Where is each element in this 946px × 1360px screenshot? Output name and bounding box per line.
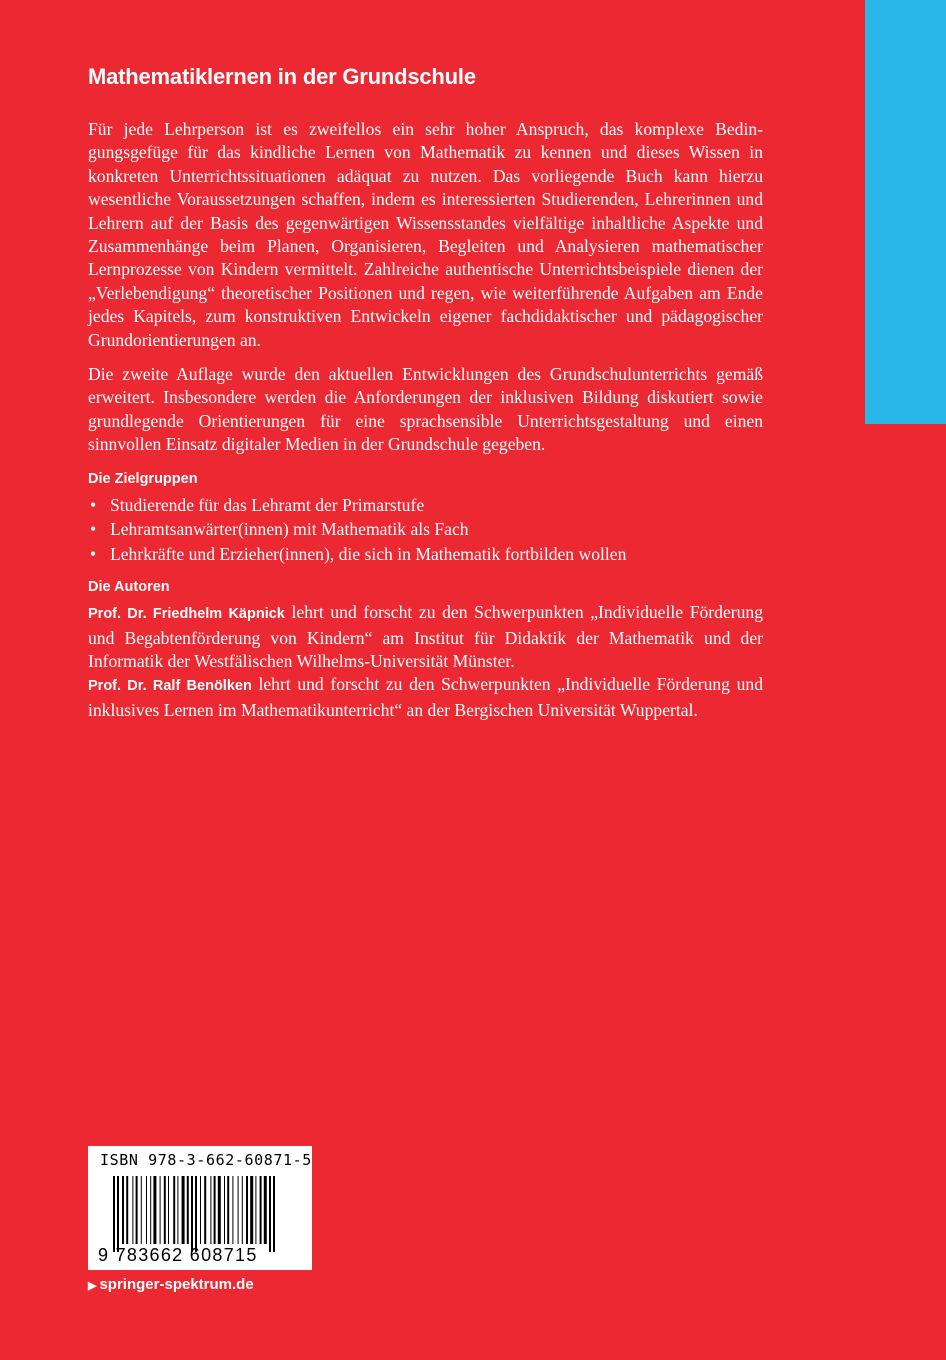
author-bio-text: lehrt und forscht zu den Schwerpunkten „Individuelle Förderung und Begabtenförderung von Kindern“ am Institut für Didaktik der Mathematik und der Informatik der Westfälischen Wilhelms-Universität Münster. — [88, 602, 763, 671]
author-name: Prof. Dr. Ralf Benölken — [88, 678, 252, 695]
list-item: • Lehramtsanwärter(innen) mit Mathematik als Fach — [88, 517, 763, 542]
description-paragraph-1: Für jede Lehrperson ist es zweifellos ein sehr hoher Anspruch, das komplexe Bedingungsgefüge für das kindliche Lernen von Mathematik zu kennen und dieses Wissen in konkreten Unterrichtssituationen adäquat zu nutzen. Das vorliegende Buch kann hierzu wesentliche Voraussetzungen schaffen, indem es interessierten Studierenden, Lehrerinnen und Lehrern auf der Basis des gegenwärtigen Wissensstandes vielfältige inhaltliche Aspekte und Zusammenhänge beim Planen, Organisieren, Begleiten und Analysieren mathematischer Lernprozesse von Kindern vermittelt. Zahlreiche authentische Unterrichtsbeispiele dienen der „Verlebendigung“ theoretischer Positionen und regen, wie weiterführende Aufgaben am Ende jedes Kapitels, zum konstruktiven Entwickeln eigener fachdidaktischer und pädagogischer Grundorientierungen an. — [88, 119, 763, 350]
target-groups-heading: Die Zielgruppen — [88, 470, 198, 487]
author-bio-kaepnick — [88, 601, 763, 673]
authors-heading: Die Autoren — [88, 579, 170, 596]
side-color-tab — [865, 0, 946, 424]
book-title: Mathematiklernen in der Grundschule — [88, 64, 476, 89]
arrow-right-icon: ▶ — [88, 1280, 97, 1292]
website-url: springer-spektrum.de — [99, 1276, 254, 1293]
publisher-website[interactable] — [88, 1276, 254, 1293]
bullet-icon: • — [90, 519, 97, 540]
bullet-icon: • — [90, 494, 97, 515]
list-item: • Lehrkräfte und Erzieher(innen), die sich in Mathematik fortbilden wollen — [88, 542, 763, 567]
author-bio-benoelken — [88, 673, 763, 722]
author-name: Prof. Dr. Friedhelm Käpnick — [88, 606, 285, 623]
author-bio-text: lehrt und forscht zu den Schwerpunkten „Individuelle Förderung und inklusives Lernen im Mathematikunterricht“ an der Bergischen Universität Wuppertal. — [88, 674, 763, 720]
barcode-digits: 9 783662 608715 — [98, 1245, 258, 1265]
bullet-icon: • — [90, 543, 97, 564]
list-item: • Studierende für das Lehramt der Primarstufe — [88, 493, 763, 518]
isbn-barcode — [88, 1146, 312, 1270]
target-groups-list — [88, 493, 763, 567]
isbn-label: ISBN 978-3-662-60871-5 — [100, 1151, 312, 1169]
description-paragraph-2: Die zweite Auflage wurde den aktuellen Entwicklungen des Grundschulunterrichts gemäß erweitert. Insbesondere werden die Anforderungen der inklusiven Bildung diskutiert sowie grundlegende Orientierungen für eine sprachsensible Unterrichtsgestaltung und einen sinnvollen Einsatz digitaler Medien in der Grundschule gegeben. — [88, 364, 763, 455]
back-cover-content — [88, 62, 763, 722]
